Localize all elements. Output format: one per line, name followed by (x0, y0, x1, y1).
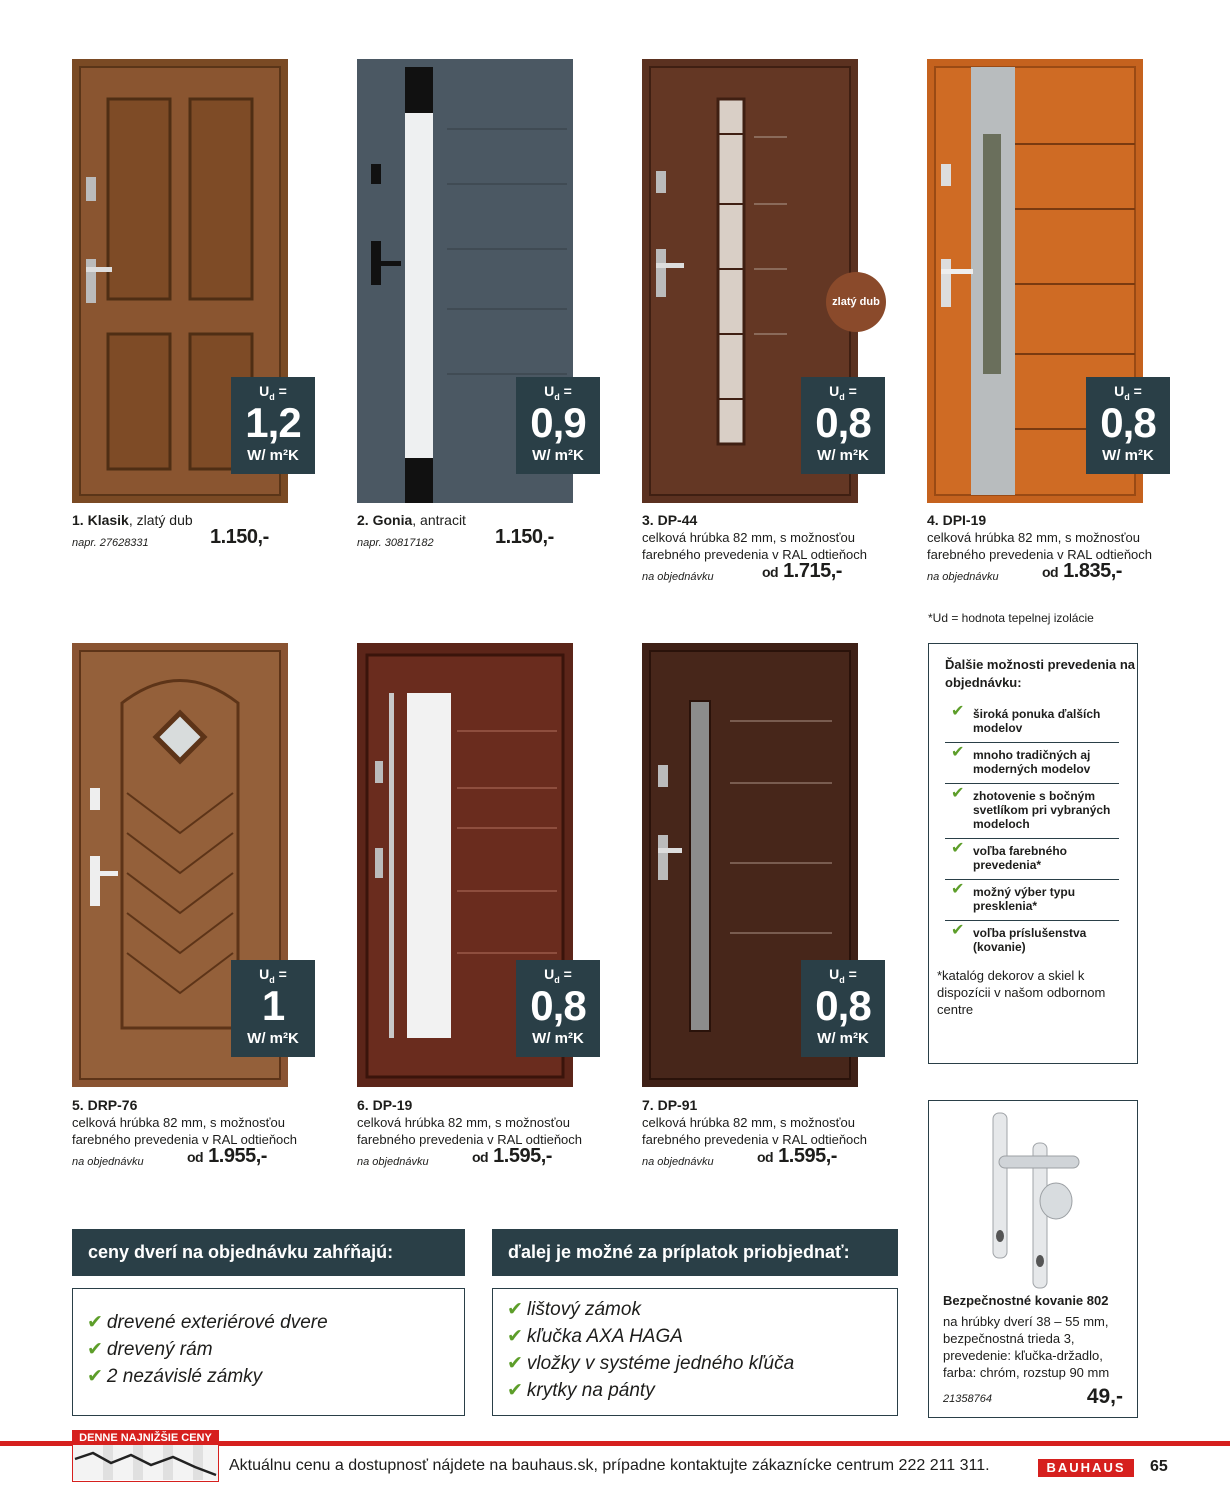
list-item: ✔ mnoho tradičných aj moderných modelov (945, 743, 1119, 784)
checkmark-icon: ✔ (951, 840, 965, 857)
ud-badge: $U_d$ = 0,8 W/ m²K (801, 377, 885, 474)
checkmark-icon: ✔ (507, 1380, 523, 1401)
options-info-box: Ďalšie možnosti prevedenia na objednávku: ✔ široká ponuka ďalších modelov ✔ mnoho tradičných aj moderných modelov ✔ zhotovenie s bočným svetlíkom pri vybraných modeloch ✔ voľba farebného prevedenia* ✔ možný výber typu presklenia* ✔ voľba príslušenstva (kovanie) *katalóg dekorov a skiel k dispozícii v našom odbornom centre (928, 643, 1138, 1064)
handle-product-box: Bezpečnostné kovanie 802 na hrúbky dverí 38 – 55 mm, bezpečnostná trieda 3, prevedenie: kľučka-držadlo, farba: chróm, rozstup 90 mm 21358764 49,- (928, 1100, 1138, 1418)
list-item: ✔ drevené exteriérové dvere (87, 1312, 328, 1333)
ud-badge: $U_d$ = 0,8 W/ m²K (1086, 377, 1170, 474)
price: 49,- (1086, 1385, 1123, 1408)
door-caption-gonia: 2. Gonia, antracit napr. 30817182 1.150,- (357, 512, 554, 549)
checkmark-icon: ✔ (507, 1353, 523, 1374)
handle-image (929, 1101, 1139, 1291)
lowest-price-badge: DENNE NAJNIŽŠIE CENY (72, 1430, 219, 1482)
ud-badge: $U_d$ = 1 W/ m²K (231, 960, 315, 1057)
ud-badge: $U_d$ = 0,9 W/ m²K (516, 377, 600, 474)
list-item: ✔ kľučka AXA HAGA (507, 1326, 683, 1347)
door-caption-dp-19: 6. DP-19 celková hrúbka 82 mm, s možnosťou farebného prevedenia v RAL odtieňoch na objednávku od 1.595,- (357, 1097, 583, 1168)
checkmark-icon: ✔ (507, 1299, 523, 1320)
list-item: ✔ voľba farebného prevedenia* (945, 839, 1119, 880)
checkmark-icon: ✔ (87, 1366, 103, 1387)
footer-contact-text: Aktuálnu cenu a dostupnosť nájdete na bauhaus.sk, prípadne kontaktujte zákaznícke centrum 222 211 311. (229, 1457, 990, 1474)
checkmark-icon: ✔ (951, 922, 965, 939)
list-item: ✔ lištový zámok (507, 1299, 641, 1320)
ud-badge: $U_d$ = 0,8 W/ m²K (516, 960, 600, 1057)
price: od 1.595,- (472, 1145, 552, 1167)
color-swatch-zlaty-dub: zlatý dub (826, 272, 886, 332)
checkmark-icon: ✔ (951, 785, 965, 802)
door-caption-dp-44: 3. DP-44 celková hrúbka 82 mm, s možnosťou farebného prevedenia v RAL odtieňoch na objednávku od 1.715,- (642, 512, 868, 583)
list-item: ✔ krytky na pánty (507, 1380, 655, 1401)
list-item: ✔ možný výber typu presklenia* (945, 880, 1119, 921)
price-graph-icon (73, 1445, 218, 1480)
checkmark-icon: ✔ (951, 744, 965, 761)
bauhaus-logo: BAUHAUS (1038, 1459, 1134, 1477)
checkmark-icon: ✔ (87, 1339, 103, 1360)
list-item: ✔ zhotovenie s bočným svetlíkom pri vybraných modeloch (945, 784, 1119, 839)
page-number: 65 (1150, 1458, 1168, 1475)
door-caption-dp-91: 7. DP-91 celková hrúbka 82 mm, s možnosťou farebného prevedenia v RAL odtieňoch na objednávku od 1.595,- (642, 1097, 868, 1168)
ud-footnote: *Ud = hodnota tepelnej izolácie (928, 611, 1094, 625)
price: od 1.955,- (187, 1145, 267, 1167)
banner-included: ceny dverí na objednávku zahŕňajú: (72, 1229, 465, 1276)
ud-badge: $U_d$ = 1,2 W/ m²K (231, 377, 315, 474)
extras-list (492, 1288, 898, 1416)
checkmark-icon: ✔ (951, 881, 965, 898)
door-caption-klasik: 1. Klasik, zlatý dub napr. 27628331 1.150,- (72, 512, 269, 549)
price: od 1.835,- (1042, 560, 1122, 582)
checkmark-icon: ✔ (507, 1326, 523, 1347)
price: od 1.715,- (762, 560, 842, 582)
included-list (72, 1288, 465, 1416)
list-item: ✔ drevený rám (87, 1339, 213, 1360)
door-caption-drp-76: 5. DRP-76 celková hrúbka 82 mm, s možnosťou farebného prevedenia v RAL odtieňoch na objednávku od 1.955,- (72, 1097, 298, 1168)
door-caption-dpi-19: 4. DPI-19 celková hrúbka 82 mm, s možnosťou farebného prevedenia v RAL odtieňoch na objednávku od 1.835,- (927, 512, 1153, 583)
list-item: ✔ voľba príslušenstva (kovanie) (951, 922, 1087, 954)
checkmark-icon: ✔ (951, 703, 965, 720)
list-item: ✔ 2 nezávislé zámky (87, 1366, 263, 1387)
list-item: ✔ vložky v systéme jedného kľúča (507, 1353, 795, 1374)
ud-badge: $U_d$ = 0,8 W/ m²K (801, 960, 885, 1057)
list-item: ✔ široká ponuka ďalších modelov (945, 702, 1119, 743)
banner-extras: ďalej je možné za príplatok priobjednať: (492, 1229, 898, 1276)
checkmark-icon: ✔ (87, 1312, 103, 1333)
price: 1.150,- (210, 526, 269, 548)
price: od 1.595,- (757, 1145, 837, 1167)
price: 1.150,- (495, 526, 554, 548)
